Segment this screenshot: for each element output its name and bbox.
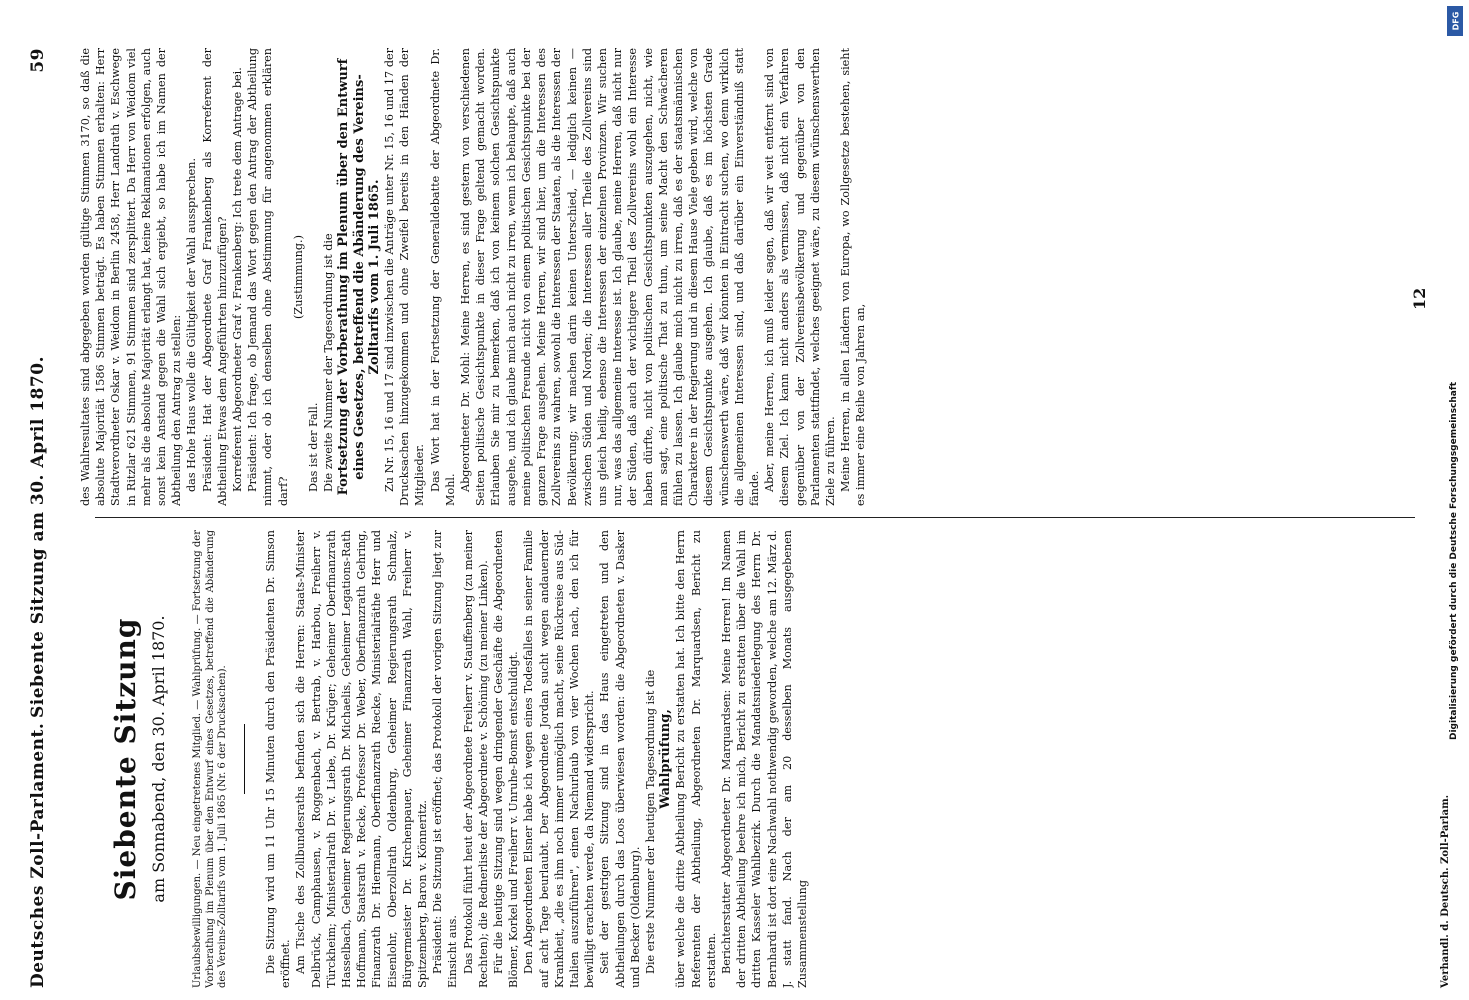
page-number: 59 <box>28 48 48 73</box>
paragraph: Präsident: Die Sitzung ist eröffnet; das Protokoll der vorigen Sitzung liegt zur Einsicht aus. <box>431 530 460 988</box>
signature-mark: 12 <box>1410 287 1429 310</box>
paragraph: Am Tische des Zollbundesraths befinden sich die Herren: Staats-Minister Delbrück, Camphausen, v. Roggenbach, v. Bertrab, v. Harbou, Freiherr v. Türckheim; Ministerialrath Dr. v. Liebe, Dr. Krüger; Geheimer Oberfinanzrath Hasselbach, Geheimer Regierungsrath Dr. Michaelis, Geheimer Legations-Rath Hoffmann, Staatsrath v. Recke, Professor Dr. Weber, Oberfinanzrath Gehring, Finanzrath Dr. Hiermann, Oberfinanzrath Riecke, Ministerialräthe Herr und Eisenlohr, Oberzollrath Oldenburg, Geheimer Regierungsrath Schmalz, Bürgermeister Dr. Kirchenpauer, Geheimer Finanzrath Wahl, Freiherr v. Spitzemberg, Baron v. Könneritz. <box>294 530 429 988</box>
session-title: Siebente Sitzung <box>109 617 142 901</box>
paragraph: Seit der gestrigen Sitzung sind in das Haus eingetreten und den Abtheilungen durch das Loos überwiesen worden: die Abgeordneten v. Dasker und Becker (Oldenburg). <box>598 530 642 988</box>
paragraph: (Zustimmung.) <box>291 235 305 319</box>
running-header <box>20 48 60 988</box>
digitization-stamp <box>1445 0 1467 1000</box>
paragraph: Meine Herren, in allen Ländern von Europa, wo Zollgesetze bestehen, sieht es immer eine Reihe von Jahren an, <box>839 48 868 506</box>
agenda-heading: Wahlprüfung, <box>658 709 674 809</box>
paragraph: Präsident: Ich frage, ob Jemand das Wort gegen den Antrag der Abtheilung nimmt, oder ob ich denselben ohne Abstimmung für angenommen erklären darf? <box>246 48 290 506</box>
column-divider <box>95 517 1415 518</box>
funding-notice: Digitalisierung gefördert durch die Deutsche Forschungsgemeinschaft <box>1449 381 1459 740</box>
paragraph: Das Wort hat in der Fortsetzung der Generaldebatte der Abgeordnete Dr. Mohl. <box>428 48 457 506</box>
paragraph: Korreferent Abgeordneter Graf v. Frankenberg: Ich trete dem Antrage bei. <box>231 67 245 492</box>
agenda-summary: Urlaubsbewilligungen. — Neu eingetretenes Mitglied. — Wahlprüfung. — Fortsetzung der Vorberathung im Plenum über den Entwurf eines Gesetzes, betreffend die Abänderung des Vereins-Zolltarifs vom 1. Juli 1865 (Nr. 6 der Drucksachen). <box>192 530 229 988</box>
header-left: Deutsches Zoll-Parlament. <box>28 722 48 988</box>
paragraph: Abgeordneter Dr. Mohl: Meine Herren, es sind gestern von verschiedenen Seiten politische Gesichtspunkte in dieser Frage geltend gemacht worden. Erlauben Sie mir zu bemerken, daß ich von keinem solchen Gesichtspunkte ausgehe, und ich glaube mich auch nicht zu irren, wenn ich behaupte, daß auch meine politischen Freunde nicht von einem politischen Gesichtspunkte bei der ganzen Frage ausgehen. Meine Herren, wir sind hier, um die Interessen des Zollvereins zu wahren, sowohl die Interessen der Staaten, als die Interessen der Bevölkerung; wir machen darin keinen Unterschied, — lediglich keinen — zwischen Süden und Norden; die Interessen aller Theile des Zollvereins sind uns gleich heilig, ebenso die Interessen der einzelnen Provinzen. Wir suchen nur, was das allgemeine Interesse ist. Ich glaube, meine Herren, daß nicht nur der Süden, daß auch der wichtigere Theil des Zollvereins wohl ein Interesse haben dürfte, nicht von politischen Gesichtspunkten auszugehen, nicht, wie man sagt, eine politische That zu thun, um seine Macht den Schwächeren fühlen zu lassen. Ich glaube mich nicht zu irren, daß es der staatsmännischen Charaktere in der Regierung und in diesem Hause Viele geben wird, welche von diesem Gesichtspunkte ausgehen. Ich glaube, daß es im höchsten Grade wünschenswerth wäre, daß wir könnten in Eintracht suchen, wo denn wirklich die allgemeinen Interessen sind, und daß darüber ein Einverständniß statt fände. <box>459 48 761 506</box>
dfg-logo-icon <box>1447 6 1463 36</box>
paragraph: Berichterstatter Abgeordneter Dr. Marquardsen: Meine Herren! Im Namen der dritten Abtheilung beehre ich mich, Bericht zu erstatten über die Wahl im dritten Kasseler Wahlbezirk. Durch die Mandatsniederlegung des Herrn Dr. Bernhardi ist dort eine Nachwahl nothwendig geworden, welche am 12. März d. J. statt fand. Nach der am 20 desselben Monats ausgegebenen Zusammenstellung <box>720 530 810 988</box>
divider-rule <box>244 724 245 794</box>
paragraph: Den Abgeordneten Elsner habe ich wegen eines Todesfalles in seiner Familie auf acht Tage beurlaubt. Der Abgeordnete Jordan sucht wegen andauernder Krankheit, „die es ihm noch immer unmöglich macht, seine Rückreise aus Süd-Italien auszuführen", einen Nachurlaub von vier Wochen nach, den ich für bewilligt erachten werde, da Niemand widerspricht. <box>522 530 597 988</box>
session-date: am Sonnabend, den 30. April 1870. <box>149 615 169 903</box>
left-column <box>78 530 1438 988</box>
agenda-heading: Fortsetzung der Vorberathung im Plenum über den Entwurf eines Gesetzes, betreffend die Abänderung des Vereins-Zolltarifs vom 1. Juli 1865. <box>336 58 382 496</box>
paragraph: Zu Nr. 15, 16 und 17 sind inzwischen die Anträge unter Nr. 15, 16 und 17 der Drucksachen hinzugekommen und ohne Zweifel bereits in den Händen der Mitglieder. <box>383 48 427 506</box>
paragraph: Die Sitzung wird um 11 Uhr 15 Minuten durch den Präsidenten Dr. Simson eröffnet. <box>263 530 293 988</box>
paragraph: Die zweite Nummer der Tagesordnung ist die <box>322 233 336 492</box>
paragraph: Die erste Nummer der heutigen Tagesordnung ist die <box>643 669 657 974</box>
footer-left: Verhandl. d. Deutsch. Zoll-Parlam. <box>1440 794 1451 988</box>
header-center: Siebente Sitzung am 30. April 1870. <box>28 356 48 718</box>
paragraph: Für die heutige Sitzung sind wegen dringender Geschäfte die Abgeordneten Blömer, Korkel und Freiherr v. Unruhe-Bomst entschuldigt. <box>491 530 521 988</box>
paragraph: des Wahlresultates sind abgegeben worden gültige Stimmen 3170, so daß die absolute Majorität 1586 Stimmen beträgt. Es haben Stimmen erhalten: Herr Stadtverordneter Oskar v. Weidom in Berlin 2458, Herr Landrath v. Eschwege in Ritzlar 621 Stimmen, 91 Stimmen sind zersplittert. Da Herr von Weidom viel mehr als die absolute Majorität erlangt hat, keine Reklamationen erfolgen, auch sonst kein Anstand gegen die Wahl sich ergiebt, so habe ich im Namen der Abtheilung den Antrag zu stellen: <box>79 48 184 506</box>
paragraph: Das Protokoll führt heut der Abgeordnete Freiherr v. Stauffenberg (zu meiner Rechten); die Rednerliste der Abgeordnete v. Schöning (zu meiner Linken). <box>461 530 490 988</box>
logo-text: DFG <box>1451 11 1461 31</box>
paragraph: Aber, meine Herren, ich muß leider sagen, daß wir weit entfernt sind von diesem Ziel. Ich kann nicht anders als vermissen, daß nicht ein Verfahren gegenüber von der Zollvereinsbevölkerung und gegenüber von den Parlamenten stattfindet, welches geeignet wäre, zu diesem wünschenswerthen Ziele zu führen. <box>763 48 837 506</box>
paragraph: Präsident: Hat der Abgeordnete Graf Frankenberg als Korreferent der Abtheilung Etwas dem Angeführten hinzuzufügen? <box>200 48 229 506</box>
paragraph: das Hohe Haus wolle die Gültigkeit der Wahl aussprechen. <box>185 157 199 492</box>
right-column <box>78 48 1438 506</box>
paragraph: über welche die dritte Abtheilung Bericht zu erstatten hat. Ich bitte den Herrn Referenten der Abtheilung, Abgeordneten Dr. Marquardsen, Bericht zu erstatten. <box>674 530 718 988</box>
paragraph: Das ist der Fall. <box>307 402 321 492</box>
